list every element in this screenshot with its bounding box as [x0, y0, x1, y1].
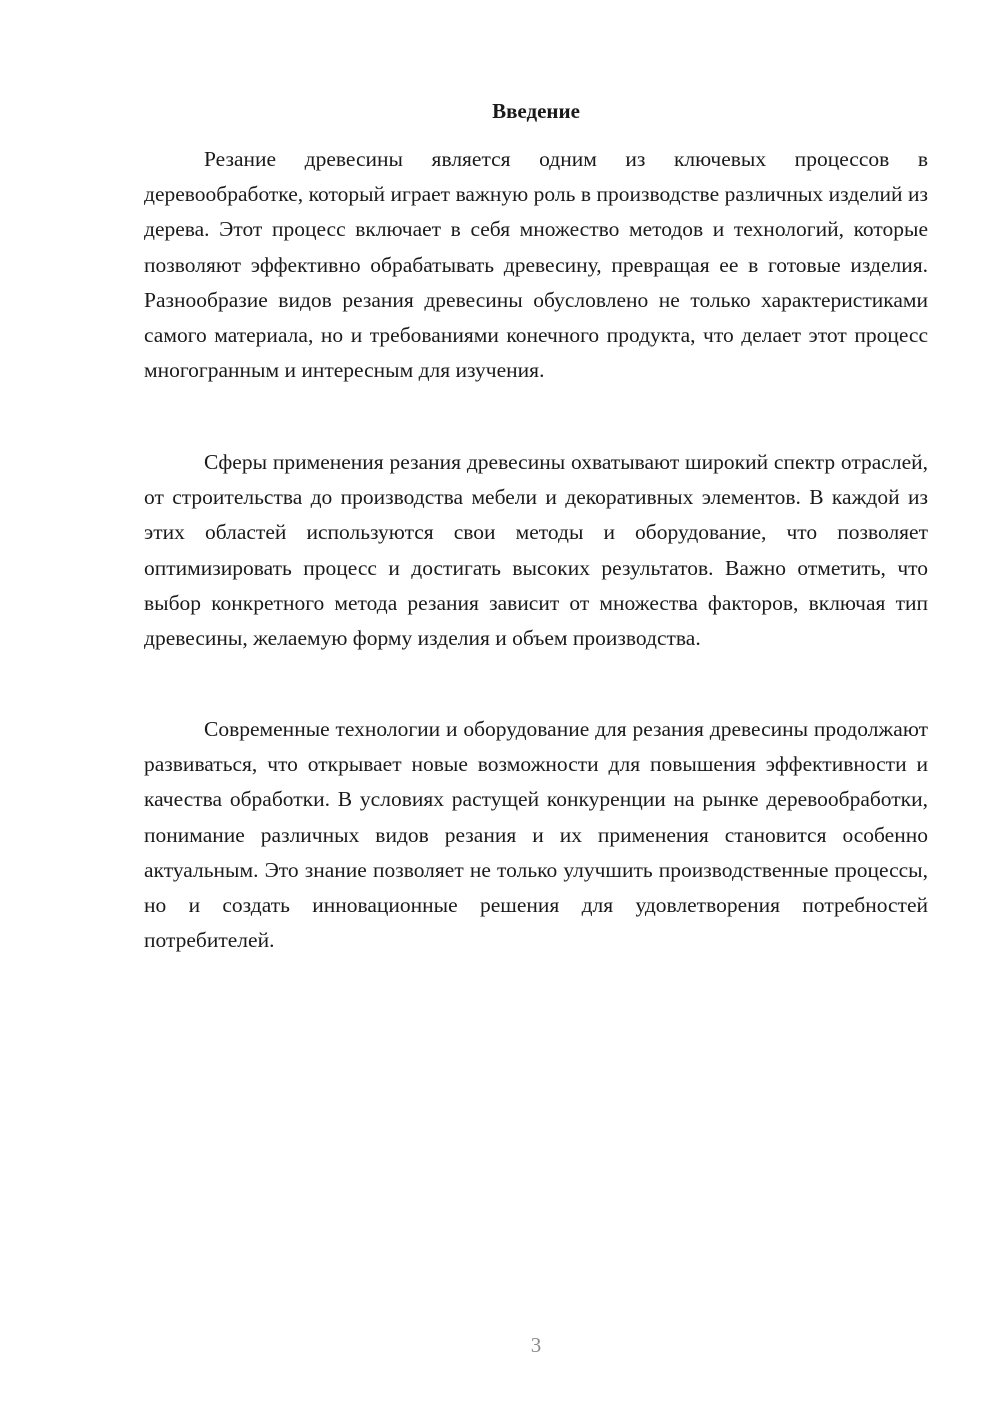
paragraph-2: Сферы применения резания древесины охватывают широкий спектр отраслей, от строительства до производства мебели и декоративных элементов. В каждой из этих областей используются свои методы и оборудование, что позволяет оптимизировать процесс и достигать высоких результатов. Важно отметить, что выбор конкретного метода резания зависит от множества факторов, включая тип древесины, желаемую форму изделия и объем производства. — [144, 450, 928, 651]
paragraph-3: Современные технологии и оборудование для резания древесины продолжают развиваться, что открывает новые возможности для повышения эффективности и качества обработки. В условиях растущей конкуренции на рынке деревообработки, понимание различных видов резания и их применения становится особенно актуальным. Это знание позволяет не только улучшить производственные процессы, но и создать инновационные решения для удовлетворения потребностей потребителей. — [144, 717, 928, 953]
page-number: 3 — [530, 1333, 542, 1357]
paragraph-1: Резание древесины является одним из ключевых процессов в деревообработке, который играет важную роль в производстве различных изделий из дерева. Этот процесс включает в себя множество методов и технологий, которые позволяют эффективно обрабатывать древесину, превращая ее в готовые изделия. Разнообразие видов резания древесины обусловлено не только характеристиками самого материала, но и требованиями конечного продукта, что делает этот процесс многогранным и интересным для изучения. — [144, 147, 928, 383]
section-heading: Введение — [492, 99, 580, 123]
